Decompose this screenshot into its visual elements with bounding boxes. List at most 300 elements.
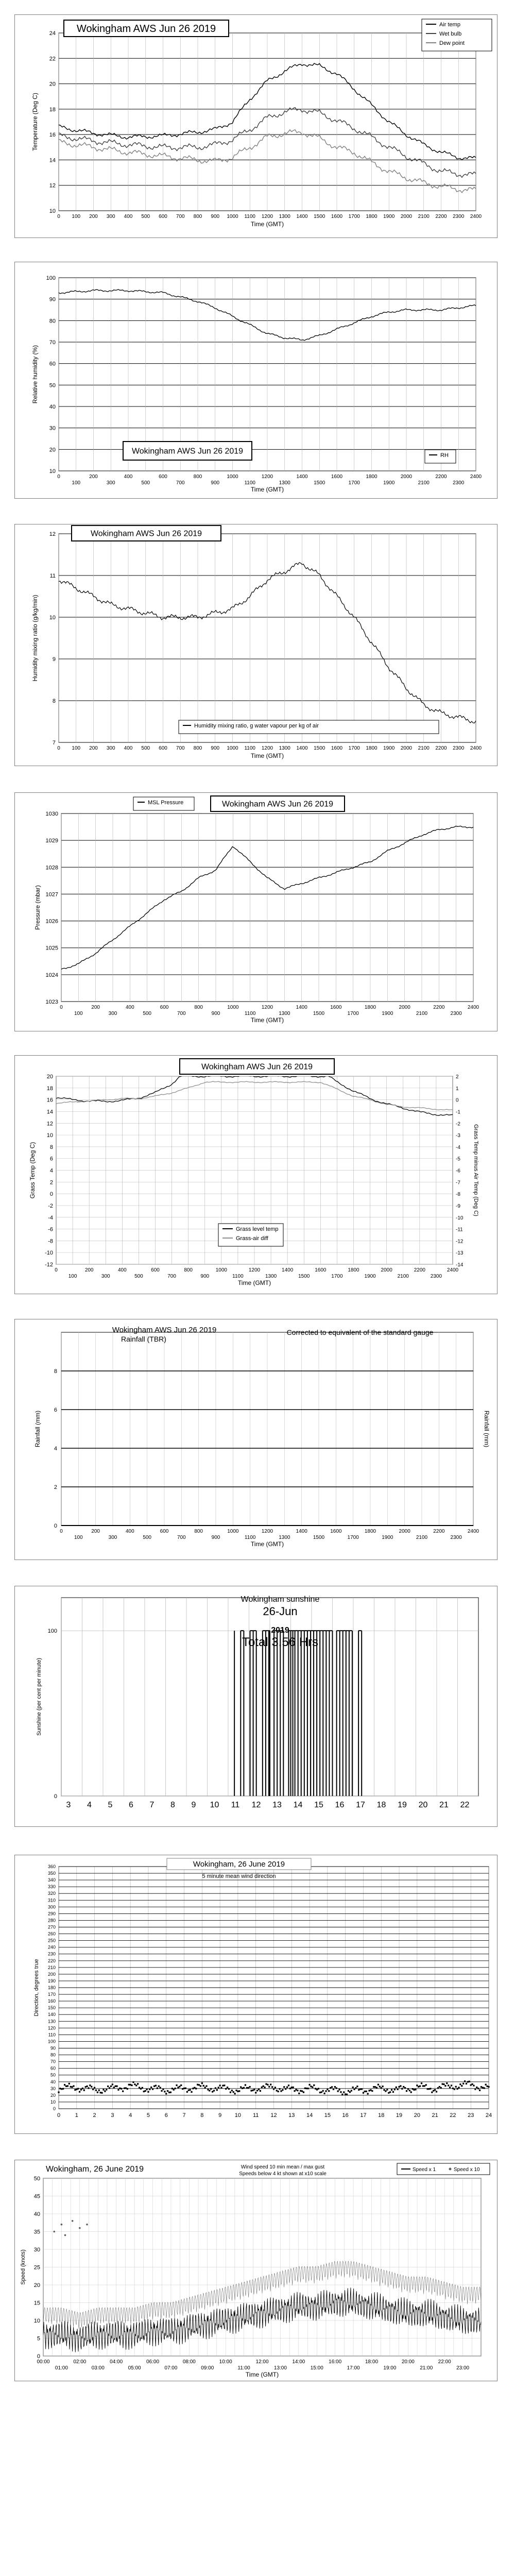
x-tick-label: 1200 xyxy=(261,214,273,219)
scatter-point xyxy=(140,2088,142,2090)
y-tick-label: 90 xyxy=(49,296,56,303)
scatter-point xyxy=(382,2086,384,2087)
y-axis-label: Relative humidity (%) xyxy=(31,345,39,404)
x-tick-label: 04:00 xyxy=(110,2359,123,2365)
x-tick-label: 20:00 xyxy=(401,2359,415,2365)
scatter-point xyxy=(440,2087,442,2089)
x-tick-label: 2100 xyxy=(418,745,430,751)
scatter-point xyxy=(392,2091,394,2093)
y-right-tick-label: 2 xyxy=(456,1074,459,1080)
x-tick-label: 21 xyxy=(432,2112,438,2119)
scatter-point xyxy=(313,2084,315,2086)
y-tick-label: 6 xyxy=(54,1407,57,1413)
y-right-tick-label: -2 xyxy=(456,1121,460,1127)
y-tick-label: 1025 xyxy=(45,945,58,952)
legend-label: Wet bulb xyxy=(439,31,462,37)
y-right-axis-label: Grass Temp minus Air Temp (Deg C) xyxy=(473,1124,479,1216)
x-tick-label: 16:00 xyxy=(329,2359,342,2365)
chart-total: Total 3.56 Hrs xyxy=(242,1635,319,1649)
y-tick-label: 1026 xyxy=(45,918,58,925)
scatter-point xyxy=(219,2084,221,2086)
y-tick-label: 50 xyxy=(50,2072,56,2078)
scatter-point xyxy=(171,2088,173,2089)
y-tick-label: 14 xyxy=(49,157,56,164)
x-tick-label: 900 xyxy=(211,480,220,486)
x-tick-label: 4 xyxy=(87,1801,92,1809)
x-tick-label: 1500 xyxy=(298,1274,310,1279)
scatter-point xyxy=(122,2090,124,2092)
scatter-point xyxy=(165,2093,167,2094)
scatter-point xyxy=(70,2086,72,2088)
scatter-point xyxy=(470,2084,472,2086)
x-tick-label: 19 xyxy=(398,1801,407,1809)
y-right-tick-label: -7 xyxy=(456,1180,460,1186)
y-tick-label: -8 xyxy=(48,1238,53,1245)
scatter-point xyxy=(457,2088,458,2090)
scatter-point xyxy=(167,2090,168,2092)
x-tick-label: 400 xyxy=(124,214,133,219)
scatter-point xyxy=(355,2087,356,2089)
scatter-point xyxy=(389,2091,391,2093)
wind-direction-chart xyxy=(15,1855,497,2133)
x-tick-label: 0 xyxy=(57,2112,61,2119)
scatter-point xyxy=(268,2086,270,2088)
y-tick-label: 6 xyxy=(49,1156,53,1162)
scatter-point xyxy=(85,2086,87,2088)
y-tick-label: 0 xyxy=(49,1191,53,1198)
x-tick-label: 1400 xyxy=(282,1267,294,1273)
scatter-point xyxy=(101,2092,102,2094)
y-right-tick-label: -5 xyxy=(456,1156,460,1162)
y-tick-label: 270 xyxy=(47,1924,56,1930)
x-tick-label: 200 xyxy=(89,214,98,219)
scatter-point xyxy=(161,2090,162,2092)
scatter-point xyxy=(231,2090,233,2091)
x-tick-label: 2000 xyxy=(400,745,413,751)
x-tick-label: 1500 xyxy=(314,480,325,486)
y-right-tick-label: -1 xyxy=(456,1109,460,1115)
scatter-point xyxy=(95,2090,97,2091)
scatter-point xyxy=(293,2087,294,2088)
y-tick-label: 0 xyxy=(53,2106,56,2111)
scatter-point xyxy=(422,2085,424,2087)
y-right-tick-label: -4 xyxy=(456,1144,460,1150)
scatter-point xyxy=(285,2088,286,2090)
x-tick-label: 400 xyxy=(125,1005,134,1010)
x-tick-label: 15 xyxy=(324,2112,331,2119)
scatter-point xyxy=(304,2088,306,2089)
scatter-point xyxy=(238,2090,240,2092)
scatter-point xyxy=(170,2092,171,2093)
x-tick-label: 100 xyxy=(72,480,81,486)
x-tick-label: 05:00 xyxy=(128,2365,141,2371)
scatter-point xyxy=(379,2086,381,2087)
scatter-point xyxy=(451,2084,452,2086)
x-tick-label: 19 xyxy=(396,2112,403,2119)
x-tick-label: 900 xyxy=(211,214,220,219)
x-tick-label: 1900 xyxy=(383,745,395,751)
x-tick-label: 1000 xyxy=(227,1529,239,1534)
y-right-tick-label: -13 xyxy=(456,1250,464,1257)
scatter-point xyxy=(252,2090,253,2091)
x-tick-label: 1300 xyxy=(279,745,290,751)
scatter-point xyxy=(270,2083,271,2085)
y-tick-label: 40 xyxy=(49,404,56,410)
legend-label: Humidity mixing ratio, g water vapour per kg of air xyxy=(194,723,319,729)
scatter-point xyxy=(482,2087,484,2089)
legend-label: RH xyxy=(440,452,449,459)
x-tick-label: 1600 xyxy=(330,1529,342,1534)
scatter-point xyxy=(316,2089,318,2090)
chart-year: 2019 xyxy=(271,1626,289,1635)
scatter-point xyxy=(283,2086,285,2088)
scatter-point xyxy=(106,2089,107,2090)
scatter-point xyxy=(64,2234,66,2236)
scatter-point xyxy=(298,2093,300,2094)
x-tick-label: 500 xyxy=(134,1274,143,1279)
x-tick-label: 1700 xyxy=(348,480,360,486)
scatter-point xyxy=(201,2082,203,2084)
scatter-point xyxy=(142,2087,143,2089)
x-tick-label: 1600 xyxy=(330,1005,342,1010)
x-tick-label: 2100 xyxy=(397,1274,409,1279)
x-tick-label: 14:00 xyxy=(292,2359,305,2365)
scatter-point xyxy=(368,2090,370,2091)
x-tick-label: 2200 xyxy=(435,214,447,219)
scatter-point xyxy=(180,2084,182,2086)
scatter-point xyxy=(59,2088,61,2089)
y-tick-label: 100 xyxy=(47,1628,57,1635)
x-tick-label: 21 xyxy=(439,1801,449,1809)
x-tick-label: 03:00 xyxy=(91,2365,105,2371)
scatter-point xyxy=(61,2088,62,2090)
scatter-point xyxy=(188,2089,190,2091)
x-tick-label: 5 xyxy=(108,1801,113,1809)
scatter-point xyxy=(250,2090,252,2091)
scatter-point xyxy=(194,2087,195,2089)
x-tick-label: 600 xyxy=(159,745,167,751)
scatter-point xyxy=(443,2083,444,2085)
scatter-point xyxy=(464,2080,466,2082)
x-tick-label: 1700 xyxy=(348,214,360,219)
scatter-point xyxy=(157,2088,158,2089)
y-axis-label: Sunshine (per cent per minute) xyxy=(36,1657,42,1736)
scatter-point xyxy=(216,2089,218,2091)
chart-title: Wokingham, 26 June 2019 xyxy=(46,2165,144,2174)
scatter-point xyxy=(328,2090,330,2092)
scatter-point xyxy=(458,2087,459,2088)
scatter-point xyxy=(455,2086,457,2088)
y-tick-label: 170 xyxy=(47,1992,56,1997)
scatter-point xyxy=(88,2087,89,2089)
y-tick-label: 60 xyxy=(50,2065,56,2071)
scatter-point xyxy=(434,2089,436,2091)
scatter-point xyxy=(112,2083,113,2085)
scatter-point xyxy=(306,2088,307,2089)
x-tick-label: 1400 xyxy=(296,474,308,480)
scatter-point xyxy=(240,2086,242,2088)
y-tick-label: 40 xyxy=(33,2211,40,2217)
scatter-point xyxy=(192,2088,194,2089)
x-tick-label: 1300 xyxy=(265,1274,277,1279)
x-tick-label: 1900 xyxy=(382,1535,393,1540)
x-tick-label: 500 xyxy=(141,214,150,219)
scatter-point xyxy=(439,2086,440,2088)
x-tick-label: 2100 xyxy=(418,214,430,219)
x-tick-label: 10:00 xyxy=(219,2359,232,2365)
x-tick-label: 1300 xyxy=(279,480,290,486)
y-tick-label: 10 xyxy=(46,1132,53,1139)
scatter-point xyxy=(261,2087,263,2088)
scatter-point xyxy=(385,2090,386,2092)
scatter-point xyxy=(124,2088,125,2089)
y-right-tick-label: -6 xyxy=(456,1168,460,1174)
x-tick-label: 22 xyxy=(460,1801,470,1809)
scatter-point xyxy=(82,2088,83,2089)
scatter-point xyxy=(79,2227,81,2229)
x-tick-label: 400 xyxy=(124,745,133,751)
y-tick-label: 9 xyxy=(52,656,56,663)
y-tick-label: 18 xyxy=(46,1085,53,1092)
x-tick-label: 11 xyxy=(252,2112,259,2119)
x-tick-label: 800 xyxy=(194,1005,203,1010)
y-axis-label: Speed (knots) xyxy=(20,2249,26,2285)
x-tick-label: 6 xyxy=(129,1801,133,1809)
y-tick-label: 7 xyxy=(52,740,56,746)
y-tick-label: -2 xyxy=(48,1202,53,1209)
scatter-point xyxy=(74,2089,76,2091)
x-tick-label: 17 xyxy=(360,2112,367,2119)
scatter-point xyxy=(179,2086,180,2087)
x-tick-label: 300 xyxy=(106,214,115,219)
scatter-point xyxy=(416,2084,418,2086)
x-tick-label: 06:00 xyxy=(146,2359,160,2365)
x-tick-label: 2100 xyxy=(418,480,430,486)
scatter-point xyxy=(394,2089,396,2090)
x-tick-label: 1800 xyxy=(366,745,377,751)
y-tick-label: 25 xyxy=(33,2264,40,2271)
x-tick-label: 800 xyxy=(193,474,202,480)
x-tick-label: 200 xyxy=(89,745,98,751)
scatter-point xyxy=(353,2089,355,2090)
x-tick-label: 1400 xyxy=(296,1005,307,1010)
x-tick-label: 0 xyxy=(55,1267,58,1273)
y-tick-label: 1029 xyxy=(45,838,58,844)
y-tick-label: 70 xyxy=(49,340,56,346)
y-tick-label: 8 xyxy=(54,1368,57,1375)
x-tick-label: 200 xyxy=(89,474,98,480)
scatter-point xyxy=(89,2084,91,2086)
x-tick-label: 200 xyxy=(84,1267,94,1273)
scatter-point xyxy=(242,2088,243,2089)
x-tick-label: 18 xyxy=(378,2112,385,2119)
scatter-point xyxy=(132,2081,134,2083)
scatter-point xyxy=(205,2085,207,2087)
y-right-tick-label: -11 xyxy=(456,1227,463,1233)
y-tick-label: 310 xyxy=(47,1897,56,1903)
y-tick-label: 240 xyxy=(47,1944,56,1950)
x-tick-label: 1300 xyxy=(279,1535,290,1540)
scatter-point xyxy=(363,2092,364,2094)
x-tick-label: 100 xyxy=(74,1011,83,1016)
x-tick-label: 700 xyxy=(176,745,185,751)
x-tick-label: 600 xyxy=(151,1267,160,1273)
scatter-point xyxy=(278,2091,279,2092)
y-tick-label: 22 xyxy=(49,56,56,62)
y-tick-label: 360 xyxy=(47,1864,56,1869)
scatter-point xyxy=(145,2090,146,2092)
chart-annotation: Wind speed 10 min mean / max gust xyxy=(241,2164,325,2170)
wind-speed-chart xyxy=(15,2160,497,2381)
grass-temp-chart-panel xyxy=(14,1055,497,1294)
x-tick-label: 100 xyxy=(74,1535,83,1540)
x-tick-label: 10 xyxy=(210,1801,219,1809)
x-tick-label: 600 xyxy=(160,1529,169,1534)
scatter-point xyxy=(150,2087,152,2088)
x-tick-label: 1000 xyxy=(227,745,238,751)
scatter-point xyxy=(271,2086,273,2088)
x-tick-label: 1500 xyxy=(313,1535,325,1540)
scatter-point xyxy=(449,2087,451,2088)
scatter-point xyxy=(419,2086,421,2087)
scatter-point xyxy=(289,2088,291,2089)
scatter-point xyxy=(315,2088,316,2090)
air-temp-chart-panel xyxy=(14,14,497,238)
y-right-tick-label: -12 xyxy=(456,1239,464,1245)
x-tick-label: 12 xyxy=(270,2112,277,2119)
scatter-point xyxy=(168,2092,170,2093)
y-tick-label: -4 xyxy=(48,1214,53,1221)
scatter-point xyxy=(131,2084,132,2086)
y-tick-label: 30 xyxy=(49,425,56,432)
scatter-point xyxy=(94,2087,95,2089)
x-tick-label: 800 xyxy=(194,1529,203,1534)
scatter-point xyxy=(264,2087,266,2088)
scatter-point xyxy=(452,2088,454,2089)
y-tick-label: 4 xyxy=(54,1446,57,1452)
scatter-point xyxy=(91,2086,92,2088)
scatter-point xyxy=(474,2088,476,2090)
y-tick-label: 90 xyxy=(50,2045,56,2051)
scatter-point xyxy=(135,2084,137,2086)
scatter-point xyxy=(155,2085,157,2087)
x-tick-label: 1400 xyxy=(296,745,308,751)
x-tick-label: 2400 xyxy=(447,1267,459,1273)
chart-annotation-2: Speeds below 4 kt shown at x10 scale xyxy=(239,2171,327,2177)
scatter-point xyxy=(406,2090,407,2092)
scatter-point xyxy=(137,2083,139,2084)
scatter-point xyxy=(190,2089,191,2091)
x-tick-label: 14 xyxy=(293,1801,303,1809)
x-tick-label: 22 xyxy=(450,2112,456,2119)
scatter-point xyxy=(397,2089,399,2090)
scatter-point xyxy=(286,2087,288,2088)
scatter-point xyxy=(477,2088,479,2089)
scatter-point xyxy=(300,2090,301,2092)
y-tick-label: 14 xyxy=(46,1109,53,1115)
legend-swatch xyxy=(449,2168,452,2171)
x-axis-label: Time (GMT) xyxy=(245,2371,279,2378)
x-tick-label: 900 xyxy=(211,1011,220,1016)
x-tick-label: 13 xyxy=(272,1801,282,1809)
rainfall-chart-panel xyxy=(14,1319,497,1560)
y-tick-label: 230 xyxy=(47,1951,56,1957)
scatter-point xyxy=(444,2085,446,2087)
x-axis-label: Time (GMT) xyxy=(250,486,284,493)
x-tick-label: 3 xyxy=(66,1801,71,1809)
chart-title: Wokingham AWS Jun 26 2019 xyxy=(76,23,216,35)
scatter-point xyxy=(337,2090,339,2092)
scatter-point xyxy=(80,2089,82,2090)
x-tick-label: 14 xyxy=(306,2112,313,2119)
scatter-point xyxy=(153,2086,155,2087)
scatter-point xyxy=(291,2087,293,2088)
chart-title: Wokingham AWS Jun 26 2019 xyxy=(131,447,244,456)
x-tick-label: 2200 xyxy=(414,1267,425,1273)
scatter-point xyxy=(364,2091,366,2092)
scatter-point xyxy=(195,2088,197,2089)
scatter-point xyxy=(203,2085,204,2087)
x-tick-label: 300 xyxy=(106,480,115,486)
chart-title: Wokingham AWS Jun 26 2019 xyxy=(90,529,202,538)
scatter-point xyxy=(97,2092,98,2093)
x-tick-label: 1800 xyxy=(366,214,377,219)
scatter-point xyxy=(100,2092,101,2093)
y-tick-label: 190 xyxy=(47,1978,56,1984)
chart-annotation: Corrected to equivalent of the standard gauge xyxy=(286,1328,434,1336)
x-tick-label: 2000 xyxy=(399,1529,410,1534)
scatter-point xyxy=(115,2086,116,2087)
x-tick-label: 20 xyxy=(414,2112,420,2119)
legend-label: Dew point xyxy=(439,40,465,46)
scatter-point xyxy=(485,2084,487,2086)
scatter-point xyxy=(185,2088,186,2089)
x-tick-label: 0 xyxy=(60,1005,63,1010)
x-tick-label: 100 xyxy=(68,1274,77,1279)
y-tick-label: 5 xyxy=(37,2335,40,2342)
scatter-point xyxy=(312,2087,313,2088)
x-tick-label: 9 xyxy=(191,1801,196,1809)
x-axis-label: Time (GMT) xyxy=(250,752,284,759)
y-tick-label: 250 xyxy=(47,1938,56,1943)
x-tick-label: 1800 xyxy=(348,1267,359,1273)
y-right-tick-label: -3 xyxy=(456,1133,460,1139)
x-tick-label: 23:00 xyxy=(456,2365,470,2371)
scatter-point xyxy=(367,2093,369,2094)
scatter-point xyxy=(260,2090,261,2092)
scatter-point xyxy=(86,2086,88,2087)
scatter-point xyxy=(117,2089,119,2091)
scatter-point xyxy=(253,2089,255,2090)
scatter-point xyxy=(218,2087,219,2088)
scatter-point xyxy=(164,2091,165,2092)
scatter-point xyxy=(143,2091,145,2092)
x-tick-label: 0 xyxy=(57,745,60,751)
x-tick-label: 1000 xyxy=(227,214,238,219)
y-tick-label: 20 xyxy=(49,447,56,453)
legend-label: Speed x 1 xyxy=(413,2167,436,2173)
x-tick-label: 1800 xyxy=(364,1529,376,1534)
x-tick-label: 800 xyxy=(193,745,202,751)
x-tick-label: 1700 xyxy=(348,745,360,751)
rainfall-chart xyxy=(15,1319,497,1560)
scatter-point xyxy=(469,2081,470,2082)
scatter-point xyxy=(280,2090,282,2092)
y-right-tick-label: -9 xyxy=(456,1203,460,1209)
y-tick-label: 35 xyxy=(33,2229,40,2235)
x-tick-label: 2100 xyxy=(416,1011,428,1016)
y-tick-label: 1024 xyxy=(45,972,58,978)
